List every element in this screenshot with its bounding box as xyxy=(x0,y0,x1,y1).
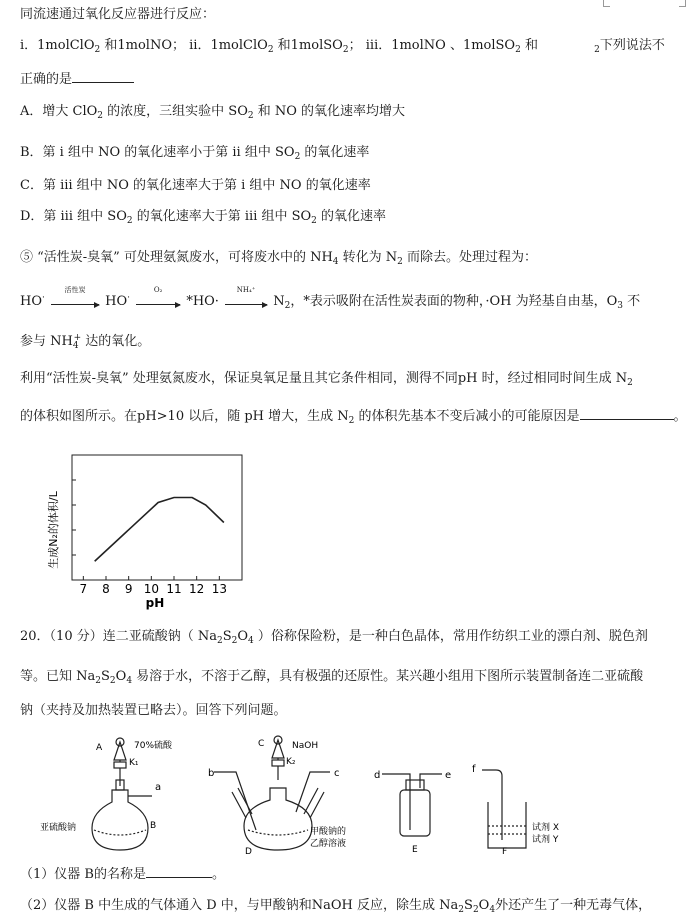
arrow-activated-carbon: 活性炭 xyxy=(51,295,99,305)
label-b: B xyxy=(150,821,157,831)
label-reagent-x: 试剂 X xyxy=(532,823,560,833)
apparatus-e xyxy=(382,774,442,836)
chart-frame xyxy=(72,455,242,580)
label-formate-1: 甲酸钠的 xyxy=(310,827,347,837)
apparatus-diagram xyxy=(40,730,600,855)
intro-line: 同流速通过氧化反应器进行反应： xyxy=(20,7,216,22)
label-port-b: b xyxy=(208,768,215,779)
usage-line: 利用“活性炭-臭氧” 处理氨氮废水，保证臭氧足量且其它条件相同，测得不同pH 时，经过相同时间生成 $N_2$ xyxy=(20,371,633,388)
label-k2: K₂ xyxy=(286,757,296,767)
choice-a: A．增大 ClO$_2$ 的浓度，三组实验中 $SO_2$ 和 NO 的氧化速率均增大 xyxy=(20,104,406,121)
label-port-f: f xyxy=(472,764,476,775)
arrow-o2: O₂ xyxy=(136,295,180,305)
sub-question-1: （1）仪器 B的名称是 。 xyxy=(20,867,225,882)
x-tick-label: 10 xyxy=(143,582,159,596)
arrow-nh4: NH₄⁺ xyxy=(225,295,267,305)
q20-line1: 20．（10 分）连二亚硫酸钠（ $Na_2S_2O_4$ ）俗称保险粉，是一种白色晶体，常用作纺织工业的漂白剂、脱色剂 xyxy=(20,629,648,646)
experiment-options-line: ⅰ．1molClO$_2$ 和1molNO； ⅱ．1molClO$_2$ 和1molSO$_2$； ⅲ．1molNO 、1molSO$_2$ 和 $_2$下列说法不 xyxy=(20,38,665,55)
sub-question-2: （2）仪器 B 中生成的气体通入 D 中，与甲酸钠和NaOH 反应，除生成 $Na_2S_2O_4$外还产生了一种无毒气体， xyxy=(20,898,652,915)
label-naoh: NaOH xyxy=(292,741,319,751)
label-reagent-y: 试剂 Y xyxy=(532,835,559,845)
label-port-d: d xyxy=(374,770,381,781)
q5-intro: ⑤ “活性炭-臭氧” 可处理氨氮废水，可将废水中的 $NH_4$ 转化为 $N_2$ 而除去。处理过程为： xyxy=(20,250,538,267)
chart-ylabel: 生成N₂的体积/L xyxy=(47,491,60,569)
label-port-c: c xyxy=(334,768,340,779)
apparatus-f xyxy=(482,770,526,848)
n2-volume-chart xyxy=(40,450,260,615)
volume-line: 的体积如图所示。在pH>10 以后，随 pH 增大，生成 $N_2$ 的体积先基本不变后减小的可能原因是 。 xyxy=(20,409,687,426)
x-tick-label: 11 xyxy=(166,582,182,596)
choice-b: B．第 ⅰ 组中 NO 的氧化速率小于第 ⅱ 组中 $SO_2$ 的氧化速率 xyxy=(20,145,370,162)
label-port-e: e xyxy=(445,770,452,781)
n2-volume-line xyxy=(95,498,224,562)
label-sulfite: 亚硫酸钠 xyxy=(40,823,77,833)
label-c-upper: C xyxy=(258,739,265,749)
instrument-blank[interactable] xyxy=(146,877,212,878)
answer-blank[interactable] xyxy=(72,82,134,83)
q20-line2: 等。已知 $Na_2S_2O_4$ 易溶于水，不溶于乙醇，具有极强的还原性。某兴趣小组用下图所示装置制备连二亚硫酸 xyxy=(20,669,644,686)
label-k1: K₁ xyxy=(129,758,139,768)
reason-blank[interactable] xyxy=(580,419,674,420)
apparatus-a-b xyxy=(92,738,152,850)
nh4-line: 参与 $NH_4^+$ 达的氧化。 xyxy=(20,333,151,351)
label-a-upper: A xyxy=(96,743,103,753)
x-tick-label: 12 xyxy=(189,582,205,596)
x-tick-label: 13 xyxy=(211,582,227,596)
corner-mark-left xyxy=(603,0,610,7)
x-tick-label: 8 xyxy=(102,582,110,596)
reaction-scheme: HO· 活性炭 HO· O₂ *HO· NH₄⁺ $N_2$，*表示吸附在活性炭表面的物种，·OH 为羟基自由基，$O_3$ 不 xyxy=(20,286,641,311)
label-e: E xyxy=(412,845,418,855)
label-acid: 70%硫酸 xyxy=(134,741,173,751)
label-port-a: a xyxy=(155,782,162,793)
question-tail: 正确的是 xyxy=(20,71,134,89)
choice-d: D．第 ⅲ 组中 $SO_2$ 的氧化速率大于第 ⅲ 组中 $SO_2$ 的氧化速率 xyxy=(20,209,387,226)
label-d: D xyxy=(245,847,252,855)
chart-xlabel: pH xyxy=(145,596,165,610)
q20-line3: 钠（夹持及加热装置已略去）。回答下列问题。 xyxy=(20,703,287,718)
x-tick-label: 9 xyxy=(124,582,133,596)
corner-mark-right xyxy=(679,0,686,7)
label-f: F xyxy=(502,847,508,855)
x-tick-label: 7 xyxy=(79,582,88,596)
choice-c: C．第 ⅲ 组中 NO 的氧化速率大于第 ⅰ 组中 NO 的氧化速率 xyxy=(20,178,371,193)
label-formate-2: 乙醇溶液 xyxy=(310,839,347,849)
